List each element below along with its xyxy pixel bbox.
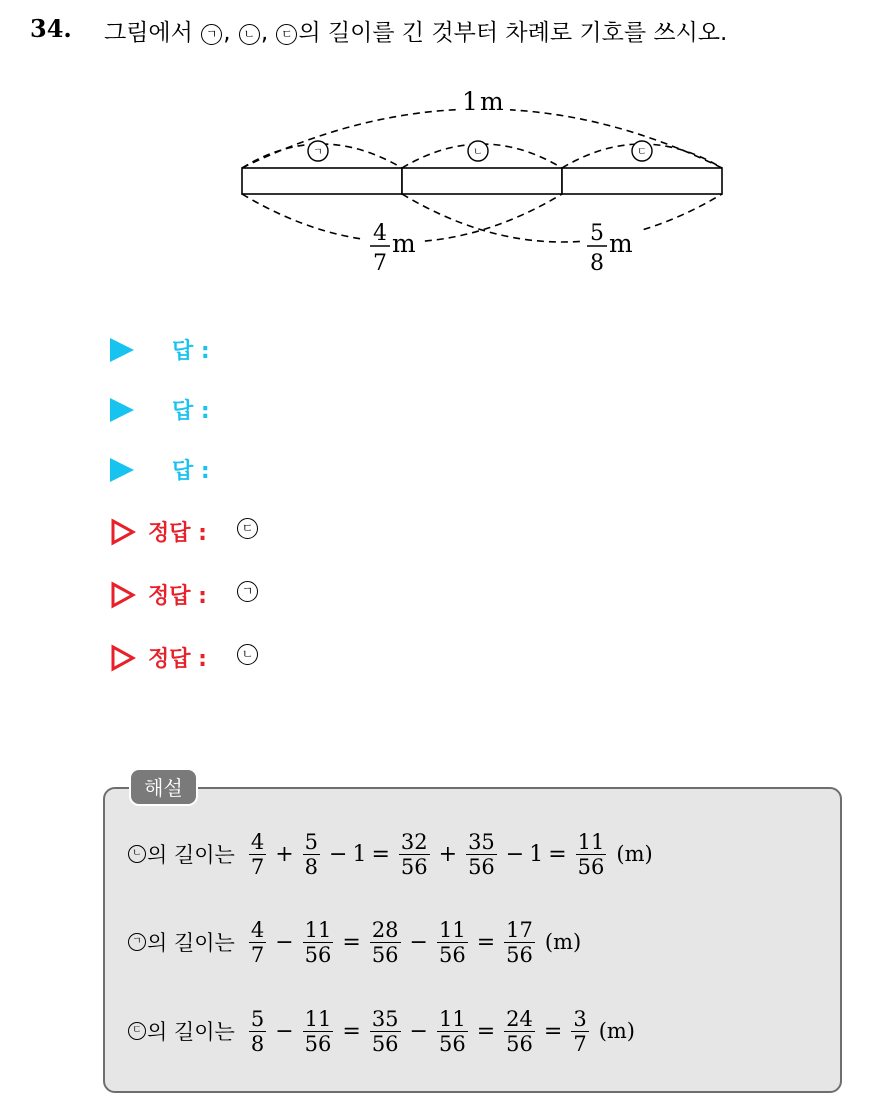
- solution-text: 의 길이는: [147, 931, 235, 955]
- question-text-after: 의 길이를 긴 것부터 차례로 기호를 쓰시오.: [298, 20, 728, 46]
- left-fraction-unit: m: [392, 229, 416, 258]
- fraction: $\frac{11}{56}$: [304, 1006, 332, 1056]
- fraction: $\frac{4}{7}$: [250, 917, 265, 967]
- correct-answer-label: 정답 :: [148, 647, 207, 672]
- symbol-digeut-icon: ㄷ: [128, 1022, 146, 1040]
- right-fraction-denominator: 8: [590, 251, 604, 276]
- left-fraction-numerator: 4: [373, 221, 387, 246]
- fraction: $\frac{3}{7}$: [573, 1006, 587, 1056]
- segment-c-label: ㄷ: [637, 147, 647, 158]
- fraction: $\frac{35}{56}$: [371, 1006, 399, 1056]
- total-length-unit: m: [480, 87, 504, 116]
- segment-b-label: ㄴ: [473, 147, 483, 158]
- length-figure: [220, 80, 740, 290]
- correct-answer-value: ㄱ: [237, 581, 258, 602]
- solution-text: 의 길이는: [147, 1020, 235, 1044]
- fraction: $\frac{24}{56}$: [506, 1006, 533, 1056]
- question-text: 그림에서 ㄱ , ㄴ , ㄷ 의 길이를 긴 것부터 차례로 기호를 쓰시오.: [104, 20, 728, 46]
- correct-answer-label: 정답 :: [148, 584, 207, 609]
- arc-right-fraction: [402, 194, 722, 242]
- symbol-nieun-icon: ㄴ: [128, 845, 146, 863]
- fraction: $\frac{11}{56}$: [438, 1006, 466, 1056]
- symbol-giyeok-icon: ㄱ: [201, 24, 222, 45]
- left-fraction-denominator: 7: [373, 251, 387, 276]
- answer-label: 답 :: [172, 399, 210, 424]
- bar-segment-1: [242, 168, 402, 194]
- answer-label: 답 :: [172, 339, 210, 364]
- fraction: $\frac{11}{56}$: [304, 917, 332, 967]
- symbol-giyeok-icon: ㄱ: [128, 933, 146, 951]
- solution-line-2: ㄱ 의 길이는 $\frac{4}{7}$ − $\frac{11}{56}$ = $\frac{28}{56}$ − $\frac{11}{56}$ = $\frac{17}{56}$ (m): [127, 912, 581, 972]
- solution-text: 의 길이는: [147, 843, 235, 867]
- play-arrow-icon: [110, 398, 134, 422]
- solution-line-3: ㄷ 의 길이는 $\frac{5}{8}$ − $\frac{11}{56}$ = $\frac{35}{56}$ − $\frac{11}{56}$ = $\frac{24}{56}$ = $\frac{3}{7}$ (m): [127, 1001, 635, 1061]
- correct-answer-value: ㄷ: [237, 518, 258, 539]
- fraction: $\frac{28}{56}$: [371, 917, 399, 967]
- question-text-before: 그림에서: [104, 20, 193, 46]
- outline-arrow-icon: [110, 581, 136, 609]
- fraction: $\frac{17}{56}$: [506, 917, 533, 967]
- play-arrow-icon: [110, 458, 134, 482]
- fraction: $\frac{4}{7}$: [250, 829, 265, 879]
- fraction: $\frac{5}{8}$: [304, 829, 319, 879]
- correct-answer-label: 정답 :: [148, 521, 207, 546]
- correct-answer-value: ㄴ: [237, 644, 258, 665]
- fraction: $\frac{11}{56}$: [577, 829, 605, 879]
- segment-a-label: ㄱ: [313, 147, 323, 158]
- question-number: 34.: [30, 14, 72, 43]
- fraction: $\frac{11}{56}$: [438, 917, 466, 967]
- right-fraction-unit: m: [609, 229, 633, 258]
- fraction: $\frac{32}{56}$: [400, 829, 428, 879]
- total-length-value: 1: [462, 87, 478, 116]
- solution-tab: 해설: [129, 768, 198, 806]
- play-arrow-icon: [110, 338, 134, 362]
- bar-segment-3: [562, 168, 722, 194]
- right-fraction-numerator: 5: [590, 221, 604, 246]
- fraction: $\frac{5}{8}$: [250, 1006, 265, 1056]
- outline-arrow-icon: [110, 644, 136, 672]
- symbol-nieun-icon: ㄴ: [239, 24, 260, 45]
- symbol-digeut-icon: ㄷ: [276, 24, 297, 45]
- fraction: $\frac{35}{56}$: [468, 829, 495, 879]
- bar-segment-2: [402, 168, 562, 194]
- answer-label: 답 :: [172, 459, 210, 484]
- outline-arrow-icon: [110, 518, 136, 546]
- solution-line-1: ㄴ 의 길이는 $\frac{4}{7}$ + $\frac{5}{8}$ − 1 = $\frac{32}{56}$ + $\frac{35}{56}$ − 1 = $\frac{11}{56}$ (m): [127, 824, 653, 884]
